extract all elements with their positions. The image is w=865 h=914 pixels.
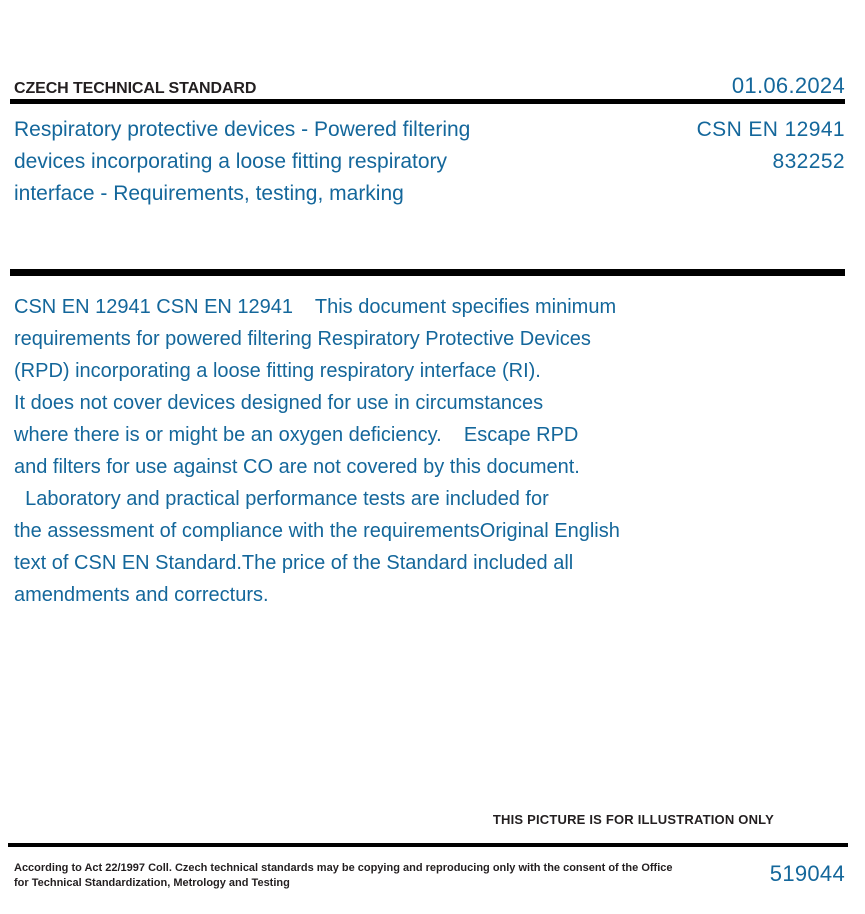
copyright-line: According to Act 22/1997 Coll. Czech technical standards may be copying and reproducing only with the consent of the Office	[14, 862, 673, 874]
title-block	[14, 114, 845, 210]
abstract-line: requirements for powered filtering Respiratory Protective Devices	[14, 328, 591, 350]
abstract-line: Laboratory and practical performance tests are included for	[14, 488, 549, 510]
abstract-line: and filters for use against CO are not covered by this document.	[14, 456, 580, 478]
abstract-line: CSN EN 12941 CSN EN 12941 This document specifies minimum	[14, 296, 617, 318]
abstract-text	[14, 291, 714, 611]
header	[14, 73, 845, 99]
footer-divider	[8, 843, 848, 847]
publication-date: 01.06.2024	[731, 73, 845, 98]
abstract-line: (RPD) incorporating a loose fitting respiratory interface (RI).	[14, 360, 541, 382]
abstract-line: It does not cover devices designed for use in circumstances	[14, 392, 544, 414]
copyright-notice	[14, 861, 673, 891]
abstract-line: the assessment of compliance with the requirementsOriginal English	[14, 520, 620, 542]
footer	[14, 861, 845, 891]
illustration-disclaimer: THIS PICTURE IS FOR ILLUSTRATION ONLY	[492, 812, 774, 827]
abstract-line: where there is or might be an oxygen deficiency. Escape RPD	[14, 424, 579, 446]
title-line: devices incorporating a loose fitting respiratory	[14, 150, 448, 173]
classification-code: 832252	[772, 150, 845, 173]
abstract-divider	[10, 269, 845, 276]
document-title	[14, 114, 470, 210]
title-line: Respiratory protective devices - Powered filtering	[14, 118, 471, 141]
document-type-label: CZECH TECHNICAL STANDARD	[14, 80, 257, 97]
standard-number: CSN EN 12941	[696, 118, 845, 141]
order-number: 519044	[769, 861, 845, 886]
abstract-line: amendments and correcturs.	[14, 584, 269, 606]
abstract-line: text of CSN EN Standard.The price of the Standard included all	[14, 552, 574, 574]
copyright-line: for Technical Standardization, Metrology and Testing	[14, 877, 290, 889]
title-line: interface - Requirements, testing, marking	[14, 182, 404, 205]
designation-block	[697, 114, 845, 178]
header-divider	[10, 99, 845, 104]
